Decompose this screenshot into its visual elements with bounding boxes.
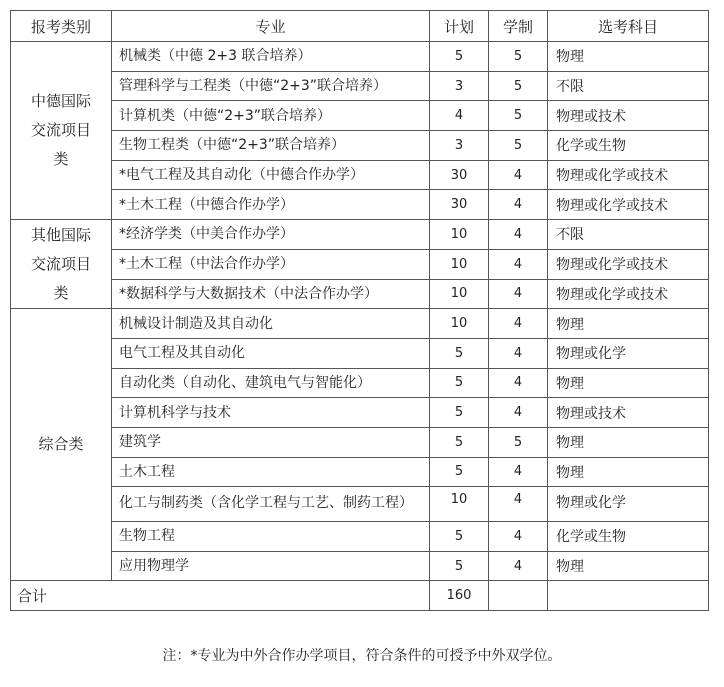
table-row (11, 338, 709, 368)
plan-cell: 10 (430, 487, 489, 522)
years-cell: 4 (489, 279, 548, 309)
major-cell: 生物工程类（中德“2+3”联合培养） (112, 131, 430, 161)
table-row (11, 398, 709, 428)
category-cell-comprehensive (11, 309, 112, 581)
plan-cell: 30 (430, 190, 489, 220)
table-row (11, 551, 709, 581)
years-cell: 5 (489, 131, 548, 161)
subject-cell: 物理 (548, 42, 709, 72)
major-cell: 化工与制药类（含化学工程与工艺、制药工程） (112, 487, 430, 522)
table-row (11, 190, 709, 220)
major-cell: *数据科学与大数据技术（中法合作办学） (112, 279, 430, 309)
subject-cell: 物理或化学或技术 (548, 279, 709, 309)
table-row (11, 522, 709, 552)
subject-cell: 物理或化学或技术 (548, 190, 709, 220)
subject-cell: 化学或生物 (548, 522, 709, 552)
years-cell: 5 (489, 101, 548, 131)
table-row (11, 309, 709, 339)
years-cell: 4 (489, 338, 548, 368)
header-years: 学制 (489, 11, 548, 42)
plan-cell: 5 (430, 42, 489, 72)
subject-cell: 物理或技术 (548, 398, 709, 428)
subject-cell: 物理或化学或技术 (548, 160, 709, 190)
major-cell: 生物工程 (112, 522, 430, 552)
years-cell: 4 (489, 551, 548, 581)
years-cell: 4 (489, 190, 548, 220)
subject-cell: 物理 (548, 551, 709, 581)
years-cell: 5 (489, 427, 548, 457)
header-row (11, 11, 709, 42)
major-cell: 电气工程及其自动化 (112, 338, 430, 368)
plan-cell: 5 (430, 551, 489, 581)
years-cell: 5 (489, 71, 548, 101)
major-cell: 计算机科学与技术 (112, 398, 430, 428)
category-cell-sino-german (11, 42, 112, 220)
subject-cell: 物理或化学或技术 (548, 249, 709, 279)
table-row (11, 368, 709, 398)
major-cell: *土木工程（中法合作办学） (112, 249, 430, 279)
plan-cell: 10 (430, 279, 489, 309)
years-cell: 4 (489, 457, 548, 487)
years-cell: 4 (489, 522, 548, 552)
major-cell: 应用物理学 (112, 551, 430, 581)
subject-cell: 物理 (548, 368, 709, 398)
plan-cell: 5 (430, 338, 489, 368)
plan-cell: 5 (430, 522, 489, 552)
total-row (11, 581, 709, 611)
category-label: 其他国际交流项目类 (30, 225, 91, 302)
years-cell: 4 (489, 160, 548, 190)
subject-cell: 化学或生物 (548, 131, 709, 161)
years-cell: 4 (489, 368, 548, 398)
table-row (11, 457, 709, 487)
plan-cell: 10 (430, 249, 489, 279)
subject-cell: 物理或化学 (548, 487, 709, 522)
table-row (11, 160, 709, 190)
total-subject-empty (548, 581, 709, 611)
major-cell: *土木工程（中德合作办学） (112, 190, 430, 220)
major-cell: 机械类（中德 2+3 联合培养） (112, 42, 430, 72)
plan-cell: 4 (430, 101, 489, 131)
major-cell: 计算机类（中德“2+3”联合培养） (112, 101, 430, 131)
plan-cell: 30 (430, 160, 489, 190)
subject-cell: 物理 (548, 457, 709, 487)
table-row (11, 101, 709, 131)
subject-cell: 物理或技术 (548, 101, 709, 131)
plan-cell: 5 (430, 427, 489, 457)
plan-cell: 3 (430, 71, 489, 101)
plan-cell: 10 (430, 309, 489, 339)
category-label: 综合类 (38, 435, 84, 454)
years-cell: 4 (489, 220, 548, 250)
subject-cell: 不限 (548, 71, 709, 101)
subject-cell: 不限 (548, 220, 709, 250)
total-plan: 160 (430, 581, 489, 611)
plan-cell: 3 (430, 131, 489, 161)
total-label: 合计 (11, 581, 430, 611)
years-cell: 4 (489, 249, 548, 279)
table-row (11, 220, 709, 250)
subject-cell: 物理或化学 (548, 338, 709, 368)
table-row (11, 131, 709, 161)
plan-cell: 5 (430, 398, 489, 428)
enrollment-table (10, 10, 709, 611)
header-category: 报考类别 (11, 11, 112, 42)
plan-cell: 10 (430, 220, 489, 250)
major-cell: *经济学类（中美合作办学） (112, 220, 430, 250)
major-cell: 建筑学 (112, 427, 430, 457)
subject-cell: 物理 (548, 427, 709, 457)
header-major: 专业 (112, 11, 430, 42)
years-cell: 4 (489, 309, 548, 339)
plan-cell: 5 (430, 457, 489, 487)
table-row (11, 279, 709, 309)
table-row (11, 427, 709, 457)
subject-cell: 物理 (548, 309, 709, 339)
major-cell: 管理科学与工程类（中德“2+3”联合培养） (112, 71, 430, 101)
major-cell: *电气工程及其自动化（中德合作办学） (112, 160, 430, 190)
table-row (11, 487, 709, 522)
major-cell: 机械设计制造及其自动化 (112, 309, 430, 339)
years-cell: 4 (489, 398, 548, 428)
table-row (11, 71, 709, 101)
table-row (11, 42, 709, 72)
years-cell: 4 (489, 487, 548, 522)
footnote: 注：*专业为中外合作办学项目，符合条件的可授予中外双学位。 (162, 648, 562, 664)
major-cell: 自动化类（自动化、建筑电气与智能化） (112, 368, 430, 398)
header-plan: 计划 (430, 11, 489, 42)
plan-cell: 5 (430, 368, 489, 398)
header-subject: 选考科目 (548, 11, 709, 42)
major-cell: 土木工程 (112, 457, 430, 487)
table-row (11, 249, 709, 279)
category-label: 中德国际交流项目类 (30, 92, 91, 169)
category-cell-other-international (11, 220, 112, 309)
total-years-empty (489, 581, 548, 611)
years-cell: 5 (489, 42, 548, 72)
